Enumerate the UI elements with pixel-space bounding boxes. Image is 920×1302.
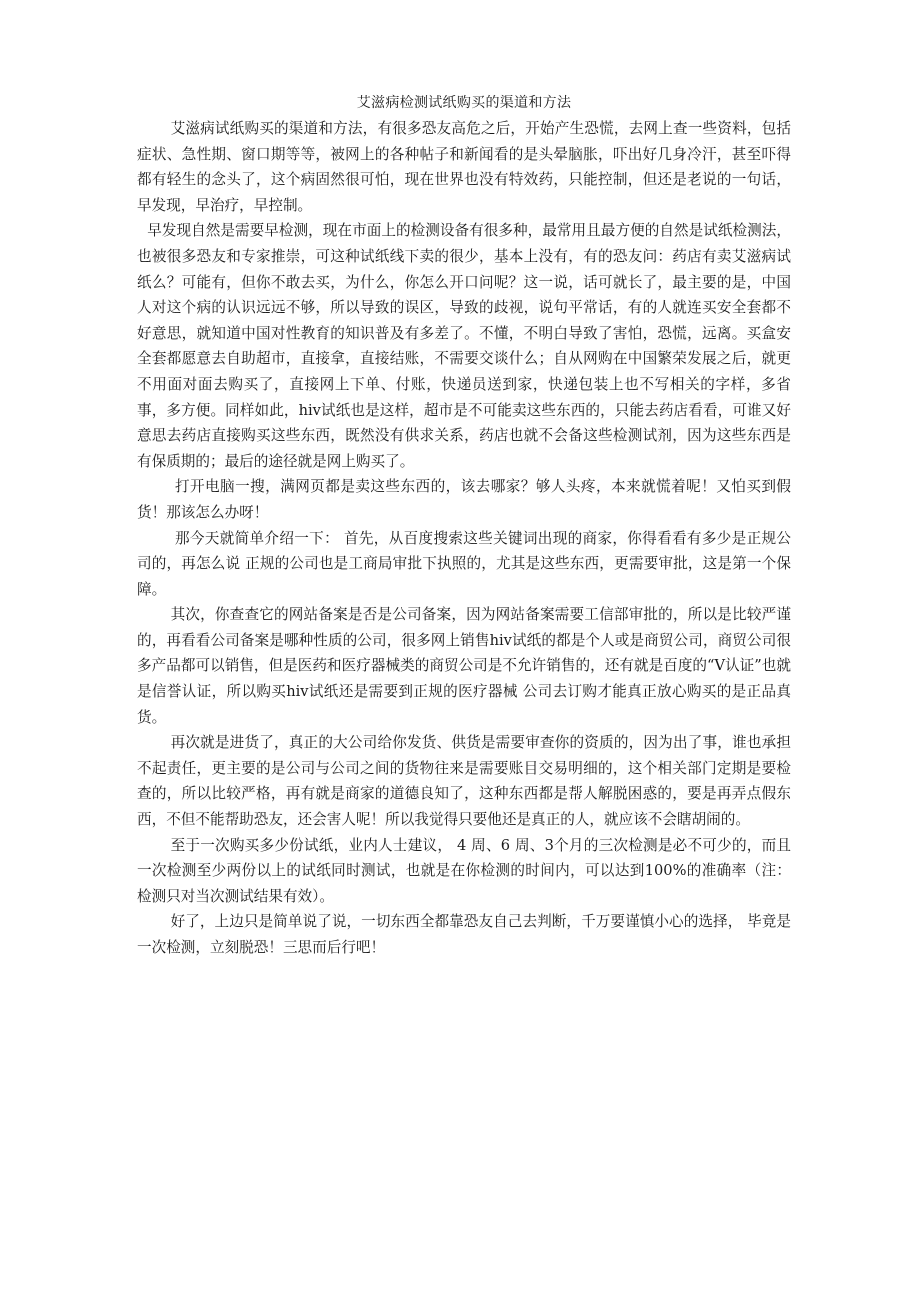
paragraph-5: 其次，你查查它的网站备案是否是公司备案，因为网站备案需要工信部审批的，所以是比较严谨的，再看看公司备案是哪种性质的公司，很多网上销售hiv试纸的都是个人或是商贸公司，商贸公司很多产品都可以销售，但是医药和医疗器械类的商贸公司是不允许销售的，还有就是百度的“V认证”也就是信誉认证，所以购买hiv试纸还是需要到正规的医疗器械 公司去订购才能真正放心购买的是正品真货。 xyxy=(137,606,791,726)
paragraph-6: 再次就是进货了，真正的大公司给你发货、供货是需要审查你的资质的，因为出了事，谁也承担不起责任，更主要的是公司与公司之间的货物往来是需要账目交易明细的，这个相关部门定期是要检查的，所以比较严格，再有就是商家的道德良知了，这种东西都是帮人解脱困惑的，要是再弄点假东西，不但不能帮助恐友，还会害人呢！所以我觉得只要他还是真正的人，就应该不会瞎胡闹的。 xyxy=(137,734,791,829)
paragraph-1: 艾滋病试纸购买的渠道和方法，有很多恐友高危之后，开始产生恐慌，去网上查一些资料，包括症状、急性期、窗口期等等，被网上的各种帖子和新闻看的是头晕脑胀，吓出好几身冷汗，甚至吓得都有轻生的念头了，这个病固然很可怕，现在世界也没有特效药，只能控制，但还是老说的一句话，早发现，早治疗，早控制。 xyxy=(137,120,791,214)
paragraph-3: 打开电脑一搜，满网页都是卖这些东西的，该去哪家？够人头疼，本来就慌着呢！又怕买到假货！那该怎么办呀！ xyxy=(137,478,791,521)
document-page xyxy=(137,90,791,961)
paragraph-4: 那今天就简单介绍一下： 首先，从百度搜索这些关键词出现的商家，你得看看有多少是正规公司的，再怎么说 正规的公司也是工商局审批下执照的，尤其是这些东西，更需要审批，这是第一个保障。 xyxy=(137,529,791,598)
paragraph-2: 早发现自然是需要早检测，现在市面上的检测设备有很多种，最常用且最方便的自然是试纸检测法，也被很多恐友和专家推崇，可这种试纸线下卖的很少，基本上没有，有的恐友问：药店有卖艾滋病试纸么？可能有，但你不敢去买，为什么，你怎么开口问呢？这一说，话可就长了，最主要的是，中国人对这个病的认识远远不够，所以导致的误区，导致的歧视，说句平常话，有的人就连买安全套都不好意思，就知道中国对性教育的知识普及有多差了。不懂，不明白导致了害怕，恐慌，远离。买盒安全套都愿意去自助超市，直接拿，直接结账，不需要交谈什么；自从网购在中国繁荣发展之后，就更不用面对面去购买了，直接网上下单、付账，快递员送到家，快递包装上也不写相关的字样，多省事，多方便。同样如此，hiv试纸也是这样，超市是不可能卖这些东西的，只能去药店看看，可谁又好意思去药店直接购买这些东西，既然没有供求关系，药店也就不会备这些检测试剂，因为这些东西是有保质期的；最后的途径就是网上购买了。 xyxy=(137,222,791,470)
paragraph-8: 好了，上边只是简单说了说，一切东西全都靠恐友自己去判断，千万要谨慎小心的选择， 毕竟是一次检测，立刻脱恐！三思而后行吧！ xyxy=(137,913,791,956)
document-title: 艾滋病检测试纸购买的渠道和方法 xyxy=(356,95,572,111)
paragraph-7: 至于一次购买多少份试纸，业内人士建议， 4 周、6 周、3个月的三次检测是必不可少的，而且一次检测至少两份以上的试纸同时测试，也就是在你检测的时间内，可以达到100%的准确率（注：检测只对当次测试结果有效）。 xyxy=(137,836,791,905)
